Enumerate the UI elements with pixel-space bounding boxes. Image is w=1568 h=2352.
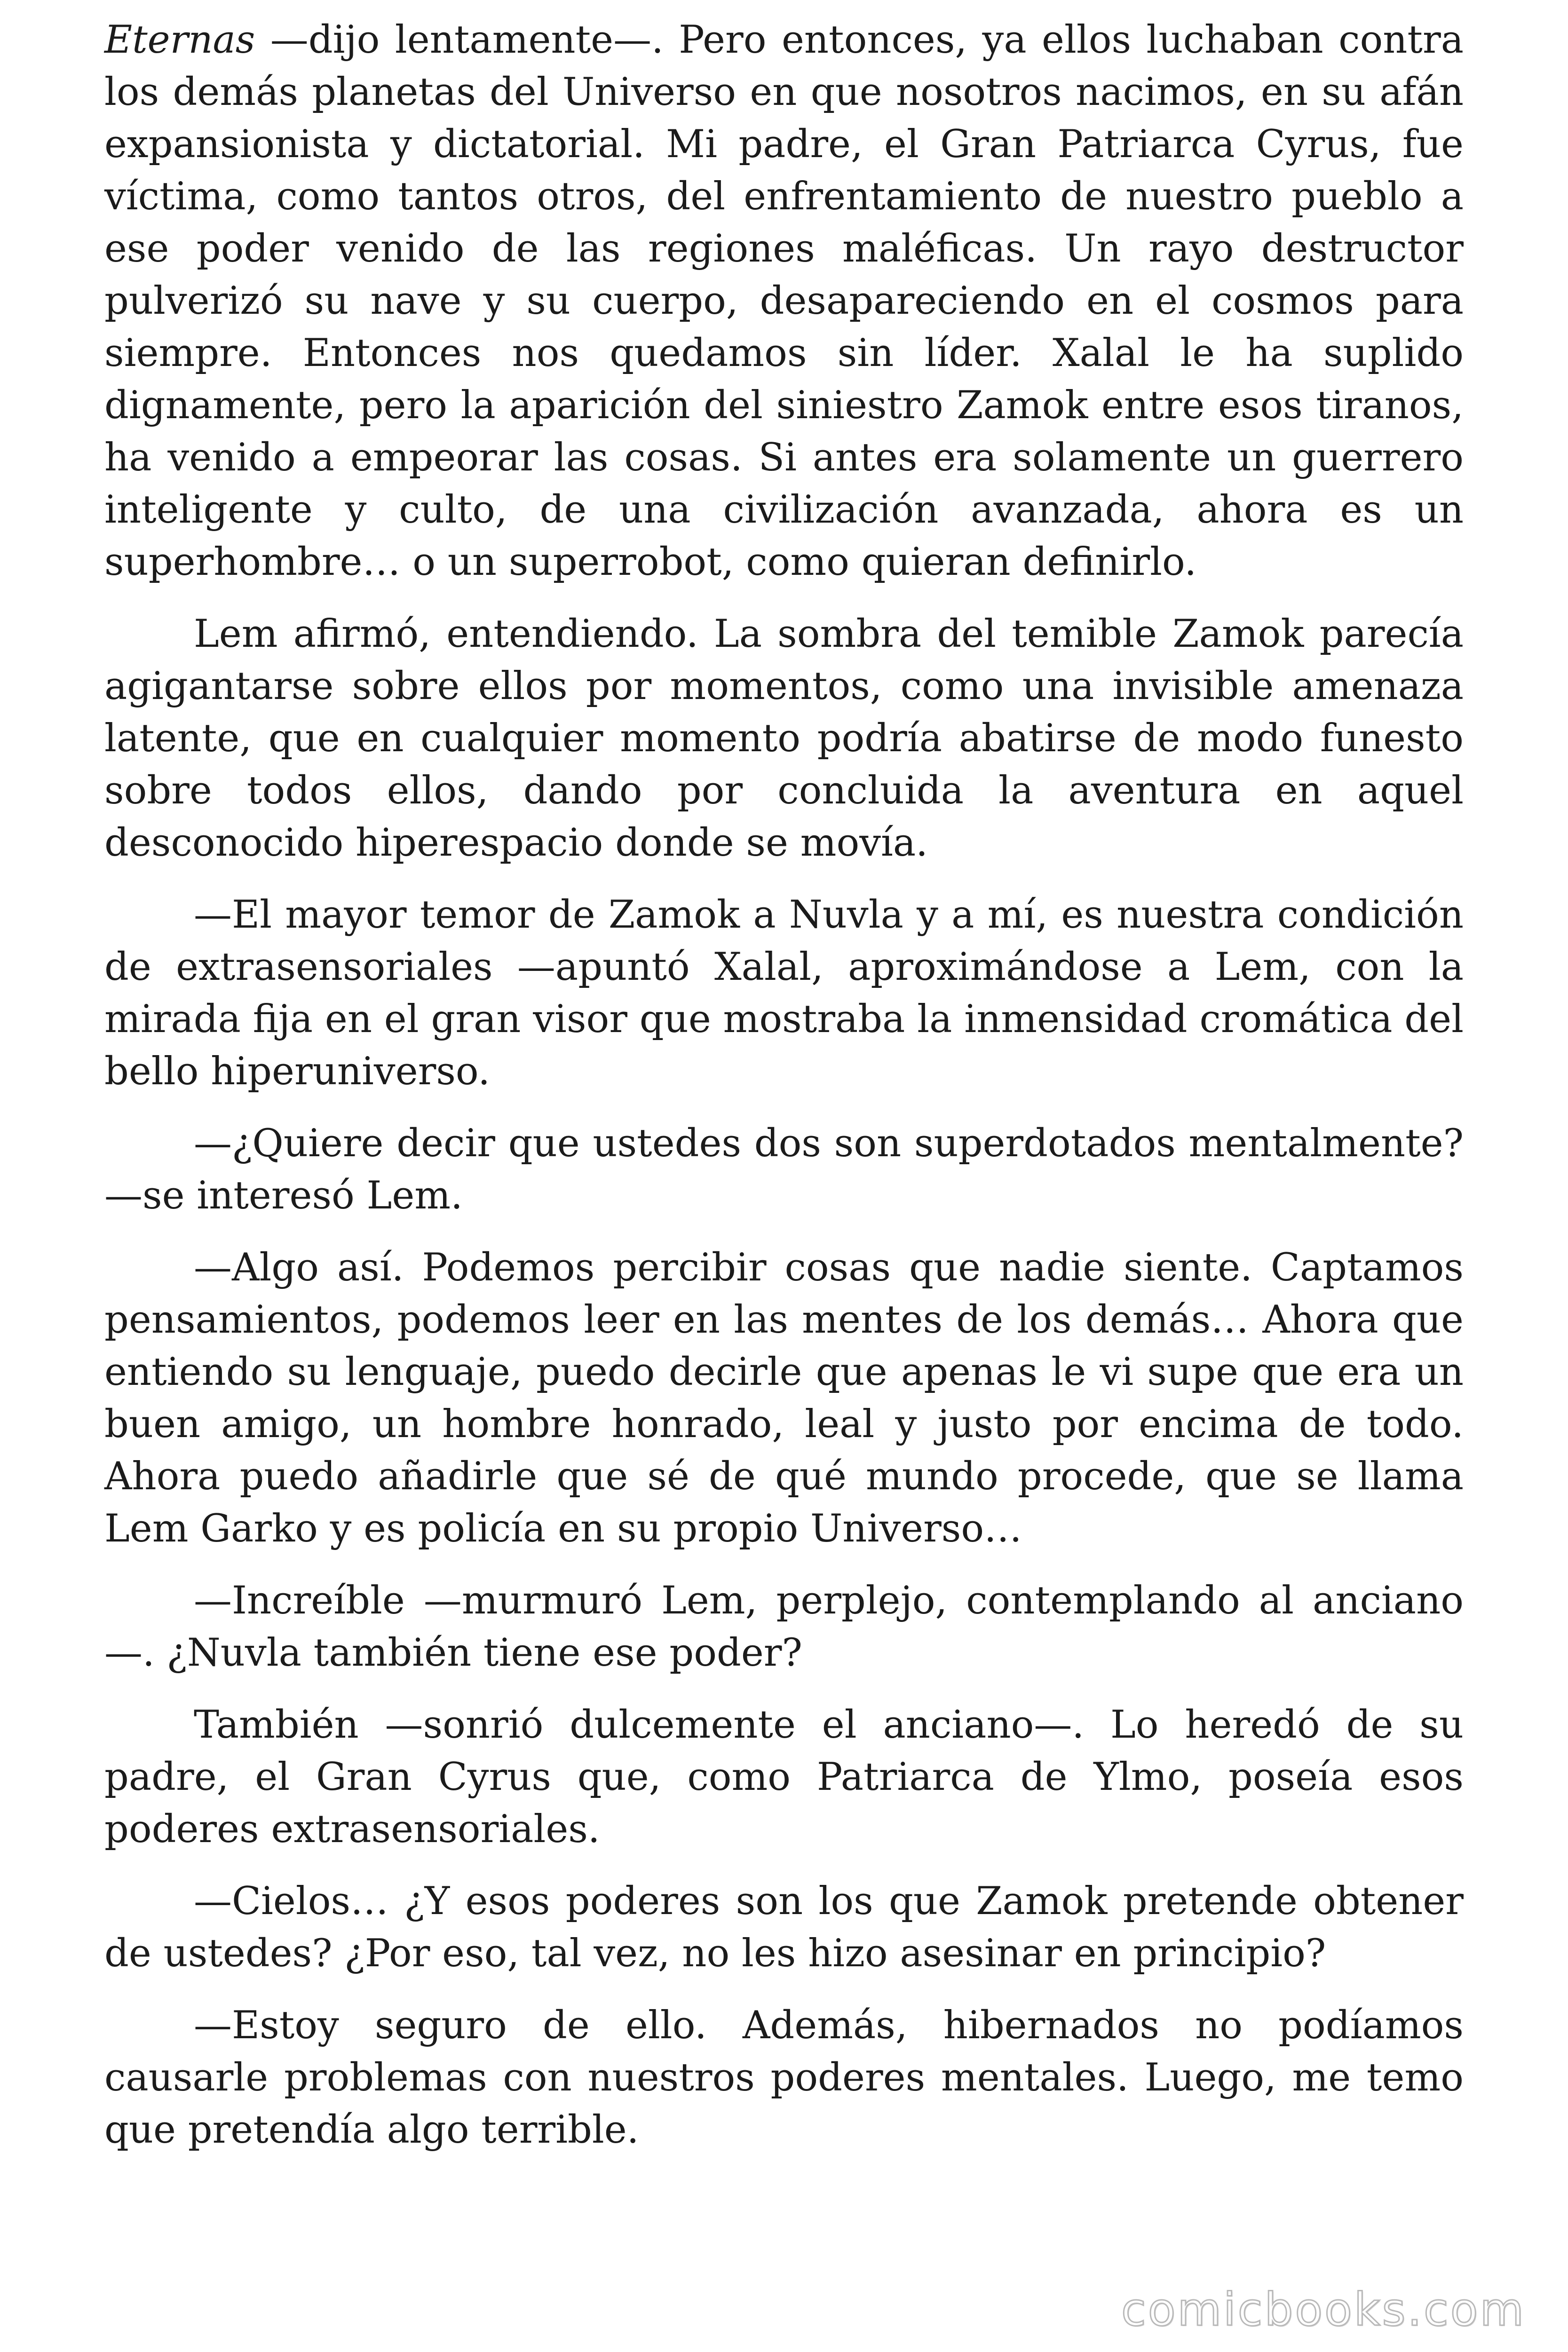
paragraph-2: Lem afirmó, entendiendo. La sombra del temible Zamok parecía agigantarse sobre ellos por momentos, como una invisible amenaza latente, que en cualquier momento podría abatirse de modo funesto sobre todos ellos, dando por concluida la aventura en aquel desconocido hiperespacio donde se movía. (104, 612, 1464, 865)
paragraph-5: —Algo así. Podemos percibir cosas que nadie siente. Captamos pensamientos, podemos leer en las mentes de los demás… Ahora que entiendo su lenguaje, puedo decirle que apenas le vi supe que era un buen amigo, un hombre honrado, leal y justo por encima de todo. Ahora puedo añadirle que sé de qué mundo procede, que se llama Lem Garko y es policía en su propio Universo… (104, 1246, 1464, 1551)
paragraph-9: —Estoy seguro de ello. Además, hibernados no podíamos causarle problemas con nuestros poderes mentales. Luego, me temo que pretendía algo terrible. (104, 2003, 1464, 2152)
watermark-logo: comicbooks.com (1121, 2283, 1526, 2336)
paragraph-4: —¿Quiere decir que ustedes dos son superdotados mentalmente? —se interesó Lem. (104, 1121, 1464, 1218)
italic-lead-word: Eternas (104, 18, 255, 62)
paragraph-6: —Increíble —murmuró Lem, perplejo, contemplando al anciano —. ¿Nuvla también tiene ese poder? (104, 1579, 1464, 1675)
book-page (104, 14, 1464, 2176)
paragraph-3: —El mayor temor de Zamok a Nuvla y a mí, es nuestra condición de extrasensoriales —apuntó Xalal, aproximándose a Lem, con la mirada fija en el gran visor que mostraba la inmensidad cromática del bello hiperuniverso. (104, 893, 1464, 1094)
paragraph-8: —Cielos… ¿Y esos poderes son los que Zamok pretende obtener de ustedes? ¿Por eso, tal vez, no les hizo asesinar en principio? (104, 1879, 1464, 1976)
paragraph-7: También —sonrió dulcemente el anciano—. Lo heredó de su padre, el Gran Cyrus que, como Patriarca de Ylmo, poseía esos poderes extrasensoriales. (104, 1703, 1464, 1851)
paragraph-1 (104, 14, 1464, 588)
paragraph-text: —dijo lentamente—. Pero entonces, ya ellos luchaban contra los demás planetas del Universo en que nosotros nacimos, en su afán expansionista y dictatorial. Mi padre, el Gran Patriarca Cyrus, fue víctima, como tantos otros, del enfrentamiento de nuestro pueblo a ese poder venido de las regiones maléficas. Un rayo destructor pulverizó su nave y su cuerpo, desapareciendo en el cosmos para siempre. Entonces nos quedamos sin líder. Xalal le ha suplido dignamente, pero la aparición del siniestro Zamok entre esos tiranos, ha venido a empeorar las cosas. Si antes era solamente un guerrero inteligente y culto, de una civilización avanzada, ahora es un superhombre… o un superrobot, como quieran definirlo. (104, 18, 1464, 584)
